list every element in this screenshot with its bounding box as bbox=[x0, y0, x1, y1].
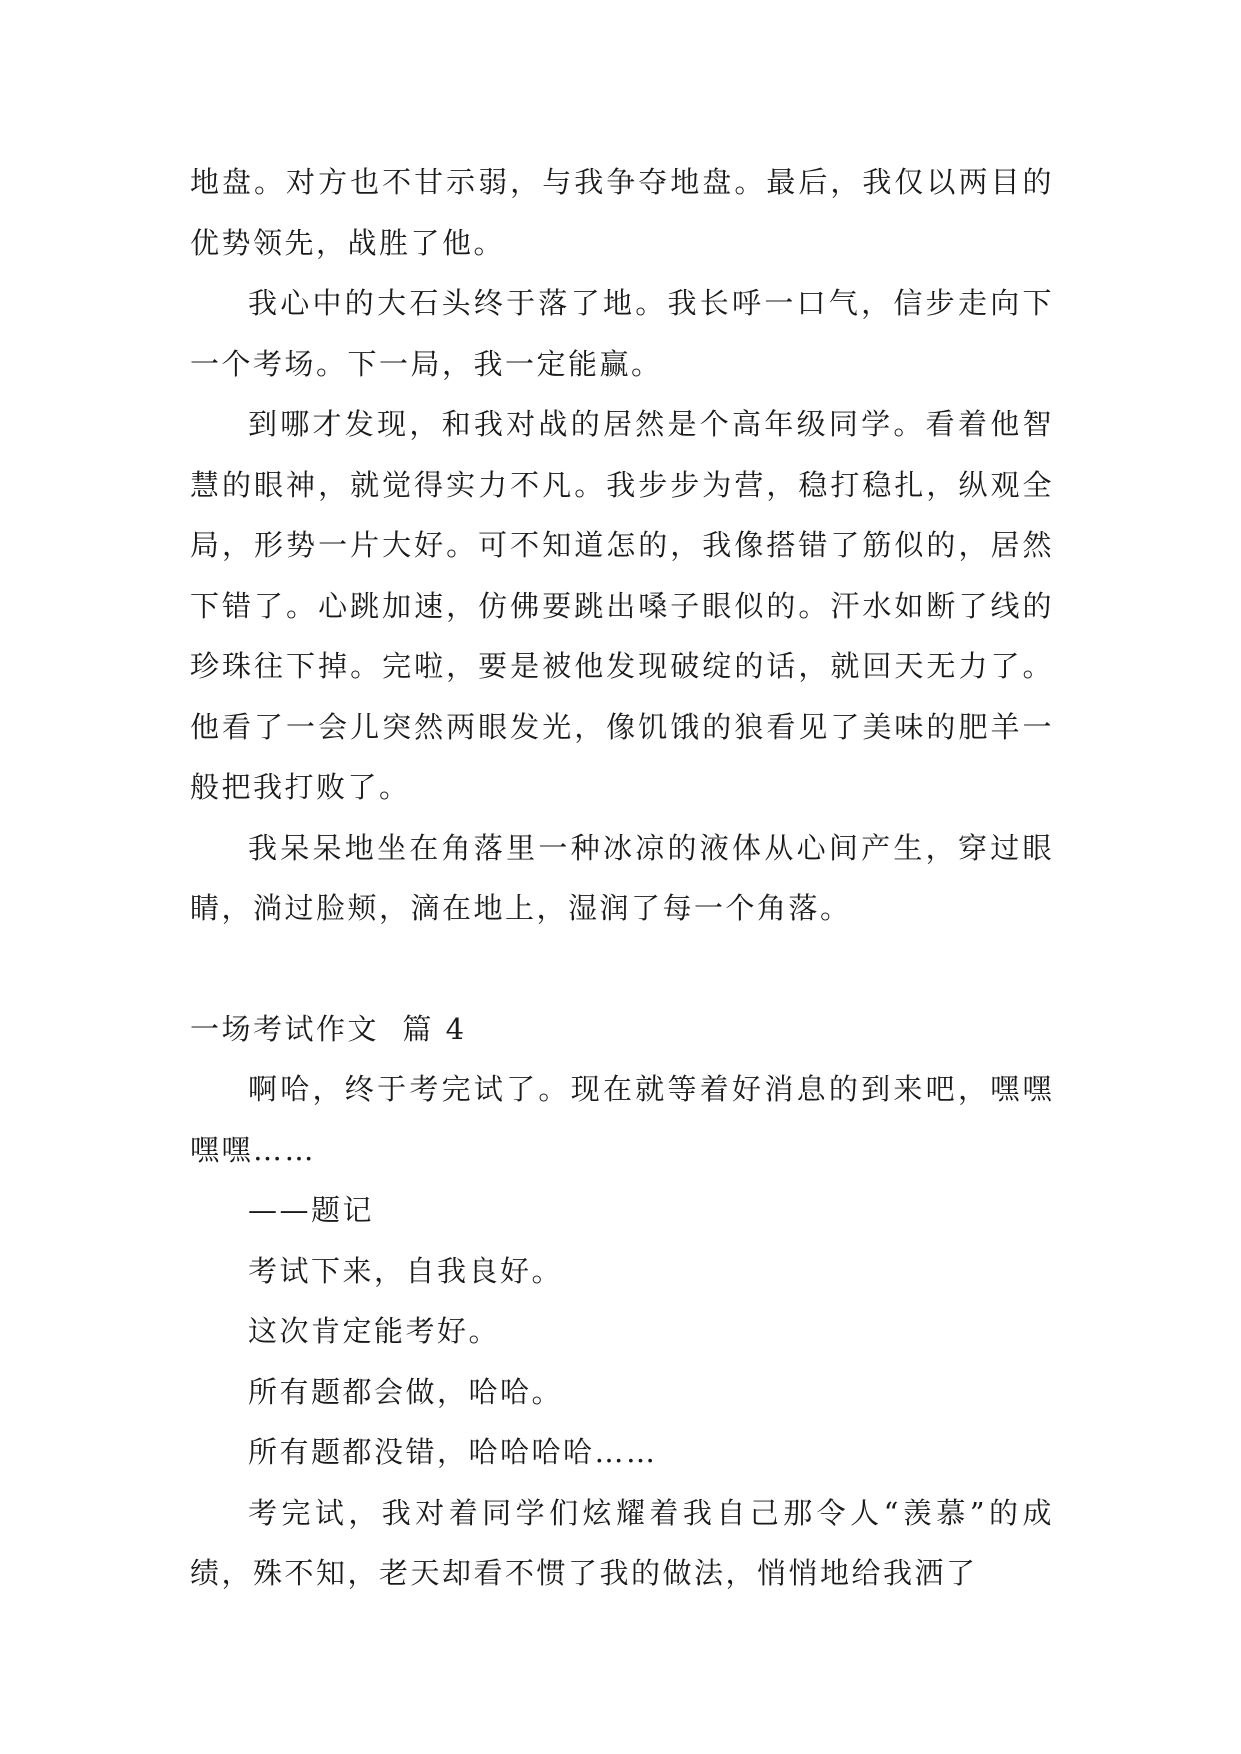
section-gap bbox=[190, 939, 1054, 999]
paragraph: 这次肯定能考好。 bbox=[248, 1314, 501, 1348]
paragraph: 考试下来，自我良好。 bbox=[248, 1253, 564, 1288]
paragraph: 我呆呆地坐在角落里一种冰凉的液体从心间产生，穿过眼睛，淌过脸颊，滴在地上，湿润了每一个角落。 bbox=[190, 830, 1054, 925]
paragraph: 我心中的大石头终于落了地。我长呼一口气，信步走向下一个考场。下一局，我一定能赢。 bbox=[190, 286, 1054, 381]
paragraph-continuation: 地盘。对方也不甘示弱，与我争夺地盘。最后，我仅以两目的优势领先，战胜了他。 bbox=[190, 165, 1054, 260]
paragraph: 啊哈，终于考完试了。现在就等着好消息的到来吧，嘿嘿嘿嘿…… bbox=[190, 1072, 1054, 1167]
paragraph: 所有题都会做，哈哈。 bbox=[248, 1374, 564, 1409]
paragraph: 所有题都没错，哈哈哈哈…… bbox=[248, 1435, 658, 1469]
document-page bbox=[190, 152, 1054, 1604]
paragraph: 考完试，我对着同学们炫耀着我自己那令人“羡慕”的成绩，殊不知，老天却看不惯了我的做法，悄悄地给我洒了 bbox=[190, 1495, 1054, 1590]
paragraph-epigraph: ——题记 bbox=[248, 1193, 375, 1227]
section-heading: 一场考试作文 篇 4 bbox=[190, 1011, 467, 1046]
paragraph: 到哪才发现，和我对战的居然是个高年级同学。看着他智慧的眼神，就觉得实力不凡。我步步为营，稳打稳扎，纵观全局，形势一片大好。可不知道怎的，我像搭错了筋似的，居然下错了。心跳加速，仿佛要跳出嗓子眼似的。汗水如断了线的珍珠往下掉。完啦，要是被他发现破绽的话，就回天无力了。他看了一会儿突然两眼发光，像饥饿的狼看见了美味的肥羊一般把我打败了。 bbox=[190, 407, 1054, 804]
